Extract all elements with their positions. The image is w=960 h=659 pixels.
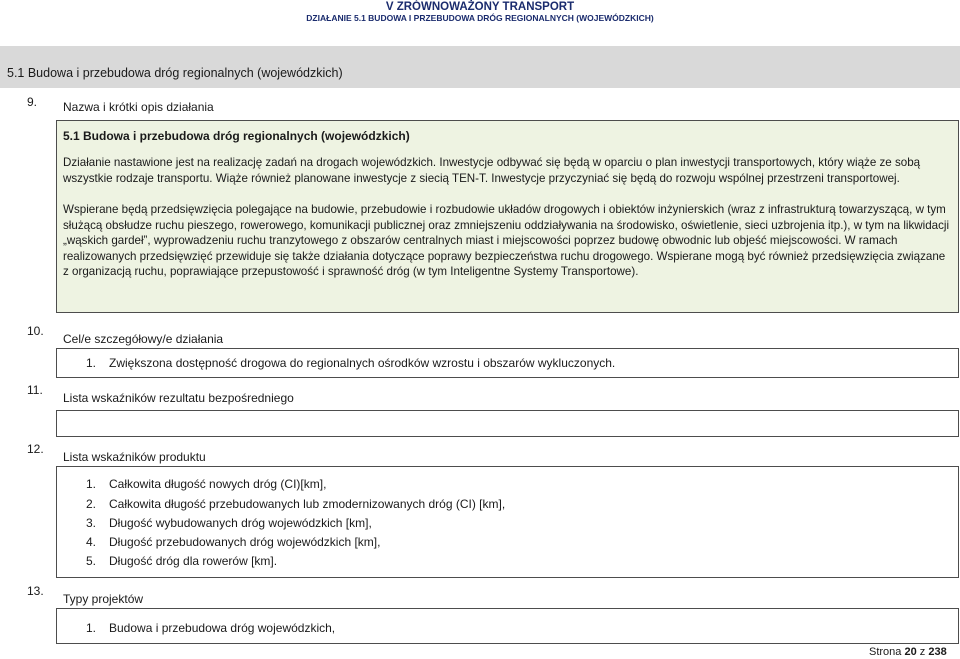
footer-prefix: Strona <box>869 646 902 658</box>
section-9-paragraph-1: Działanie nastawione jest na realizację zadań na drogach wojewódzkich. Inwestycje odbywać się będą w oparciu o plan inwestycji transportowych, który wiąże ze sobą wszystkie rodzaje transportu. Wiąże również planowane inwestycje z siecią TEN-T. Inwestycje przyczyniać się będą do rozwoju wspólnej przestrzeni transportowej. <box>63 156 921 185</box>
section-10-number: 10. <box>27 324 44 338</box>
section-12-item-1-text: Całkowita długość nowych dróg (CI)[km], <box>109 477 327 491</box>
section-11-number: 11. <box>27 383 43 397</box>
section-12-item-2: 2. Całkowita długość przebudowanych lub zmodernizowanych dróg (CI) [km], <box>86 497 506 511</box>
section-12-item-3: 3. Długość wybudowanych dróg wojewódzkich [km], <box>86 516 372 530</box>
section-9-description-title: 5.1 Budowa i przebudowa dróg regionalnych (wojewódzkich) <box>63 129 410 143</box>
section-13-label: Typy projektów <box>63 592 144 606</box>
section-11-label: Lista wskaźników rezultatu bezpośredniego <box>63 391 294 405</box>
section-12-item-5-text: Długość dróg dla rowerów [km]. <box>109 554 278 568</box>
section-13-number: 13. <box>27 584 44 598</box>
section-11-box <box>56 410 959 437</box>
section-12-number: 12. <box>27 442 44 456</box>
section-title: 5.1 Budowa i przebudowa dróg regionalnych (wojewódzkich) <box>7 66 343 80</box>
section-12-item-3-text: Długość wybudowanych dróg wojewódzkich [km], <box>109 516 372 530</box>
section-9-label: Nazwa i krótki opis działania <box>63 100 214 114</box>
footer-page-number: 20 <box>904 646 917 658</box>
section-12-item-2-text: Całkowita długość przebudowanych lub zmodernizowanych dróg (CI) [km], <box>109 497 506 511</box>
section-12-label: Lista wskaźników produktu <box>63 450 206 464</box>
section-10-label: Cel/e szczegółowy/e działania <box>63 332 224 346</box>
section-13-item-1-text: Budowa i przebudowa dróg wojewódzkich, <box>109 621 336 635</box>
header-line-1: V ZRÓWNOWAŻONY TRANSPORT <box>385 1 575 13</box>
footer-separator: z <box>919 646 926 658</box>
section-12-item-1: 1. Całkowita długość nowych dróg (CI)[km], <box>86 477 327 491</box>
section-12-item-5: 5. Długość dróg dla rowerów [km]. <box>86 554 278 568</box>
page-footer <box>869 646 947 658</box>
section-12-item-4: 4. Długość przebudowanych dróg wojewódzkich [km], <box>86 535 381 549</box>
header-line-2: DZIAŁANIE 5.1 BUDOWA I PRZEBUDOWA DRÓG REGIONALNYCH (WOJEWÓDZKICH) <box>306 13 654 23</box>
section-12-item-4-text: Długość przebudowanych dróg wojewódzkich [km], <box>109 535 381 549</box>
footer-total-pages: 238 <box>928 646 947 658</box>
section-10-item-1: 1. Zwiększona dostępność drogowa do regionalnych ośrodków wzrostu i obszarów wykluczonych. <box>86 356 616 370</box>
section-9-paragraph-2: Wspierane będą przedsięwzięcia polegające na budowie, przebudowie i rozbudowie układów drogowych i obiektów inżynierskich (wraz z infrastrukturą towarzyszącą, w tym służącą obsłudze ruchu pieszego, rowerowego, komunikacji publicznej oraz zmniejszeniu oddziaływania na środowisko, oświetlenie, sieci uzbrojenia itp.), w tym na likwidacji „wąskich gardeł”, wyprowadzeniu ruchu tranzytowego z obszarów centralnych miast i miejscowości poprzez budowę obwodnic lub objeść miejscowości. W ramach realizowanych przedsięwzięć przewiduje się także działania dotyczące poprawy bezpieczeństwa ruchu drogowego. Wspierane mogą być również przedsięwzięcia związane z organizacją ruchu, poprawiające przepustowość i sprawność dróg (w tym Inteligentne Systemy Transportowe). <box>63 203 950 279</box>
section-13-item-1: 1. Budowa i przebudowa dróg wojewódzkich, <box>86 621 336 635</box>
section-10-item-1-text: Zwiększona dostępność drogowa do regionalnych ośrodków wzrostu i obszarów wykluczonych. <box>109 356 616 370</box>
section-9-number: 9. <box>27 95 38 109</box>
